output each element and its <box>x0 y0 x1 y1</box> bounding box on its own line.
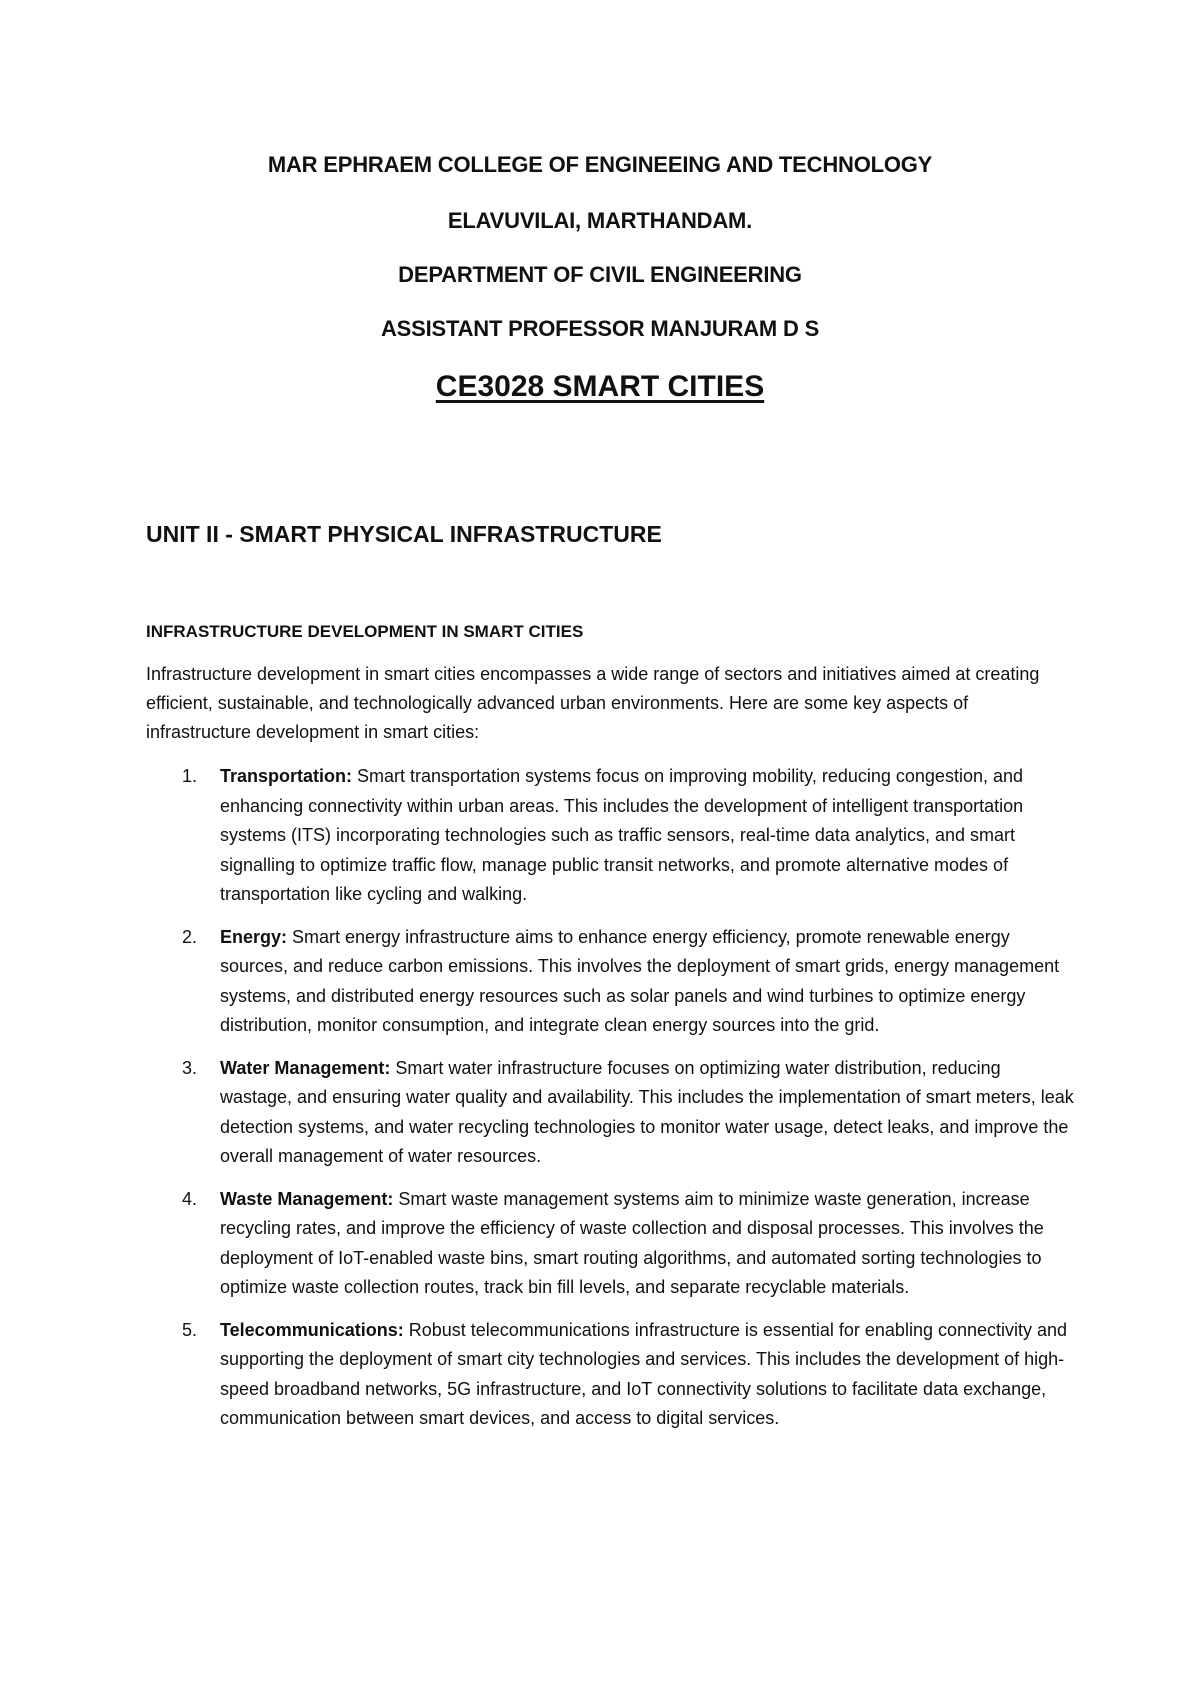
course-title: CE3028 SMART CITIES <box>435 370 765 403</box>
list-item-term: Transportation: <box>220 766 353 786</box>
list-item-text: Smart energy infrastructure aims to enhance energy efficiency, promote renewable energy sources, and reduce carbon emissions. This involves the deployment of smart grids, energy management systems, and distributed energy resources such as solar panels and wind turbines to optimize energy distribution, monitor consumption, and integrate clean energy sources into the grid. <box>220 926 1060 1035</box>
list-item-number: 3. <box>182 1057 198 1078</box>
list-item <box>146 923 1076 1041</box>
list-item-text: Smart water infrastructure focuses on optimizing water distribution, reducing wastage, and ensuring water quality and availability. This includes the implementation of smart meters, leak detection systems, and water recycling technologies to monitor water usage, detect leaks, and improve the overall management of water resources. <box>220 1057 1074 1166</box>
intro-paragraph: Infrastructure development in smart cities encompasses a wide range of sectors and initiatives aimed at creating efficient, sustainable, and technologically advanced urban environments. Here are some key aspects of infrastructure development in smart cities: <box>146 664 1040 742</box>
list-item-number: 1. <box>182 766 198 786</box>
list-item-text: Robust telecommunications infrastructure is essential for enabling connectivity and supporting the deployment of smart city technologies and services. This includes the development of high-speed broadband networks, 5G infrastructure, and IoT connectivity solutions to facilitate data exchange, communication between smart devices, and access to digital services. <box>220 1319 1068 1428</box>
college-name: MAR EPHRAEM COLLEGE OF ENGINEEING AND TECHNOLOGY <box>267 152 933 177</box>
list-item-term: Telecommunications: <box>220 1319 404 1340</box>
list-item <box>146 1054 1076 1172</box>
college-location: ELAVUVILAI, MARTHANDAM. <box>447 208 753 233</box>
list-item <box>146 1316 1076 1434</box>
faculty-name: ASSISTANT PROFESSOR MANJURAM D S <box>380 316 820 341</box>
list-item-text: Smart transportation systems focus on improving mobility, reducing congestion, and enhancing connectivity within urban areas. This includes the development of intelligent transportation systems (ITS) incorporating technologies such as traffic sensors, real-time data analytics, and smart signalling to optimize traffic flow, manage public transit networks, and promote alternative modes of transportation like cycling and walking. <box>220 766 1024 904</box>
list-item-number: 4. <box>182 1188 198 1209</box>
list-item-number: 5. <box>182 1319 198 1340</box>
list-item-text: Smart waste management systems aim to minimize waste generation, increase recycling rates, and improve the efficiency of waste collection and disposal processes. This involves the deployment of IoT-enabled waste bins, smart routing algorithms, and automated sorting technologies to optimize waste collection routes, track bin fill levels, and separate recyclable materials. <box>220 1188 1044 1297</box>
department-name: DEPARTMENT OF CIVIL ENGINEERING <box>398 262 802 287</box>
infrastructure-list <box>146 762 1076 1447</box>
list-item-term: Waste Management: <box>220 1188 394 1209</box>
list-item <box>146 1185 1076 1303</box>
list-item-number: 2. <box>182 926 198 947</box>
list-item <box>146 762 1076 910</box>
list-item-term: Energy: <box>220 926 288 947</box>
list-item-term: Water Management: <box>220 1057 391 1078</box>
unit-heading: UNIT II - SMART PHYSICAL INFRASTRUCTURE <box>146 521 662 547</box>
section-heading: INFRASTRUCTURE DEVELOPMENT IN SMART CITIES <box>146 622 584 641</box>
